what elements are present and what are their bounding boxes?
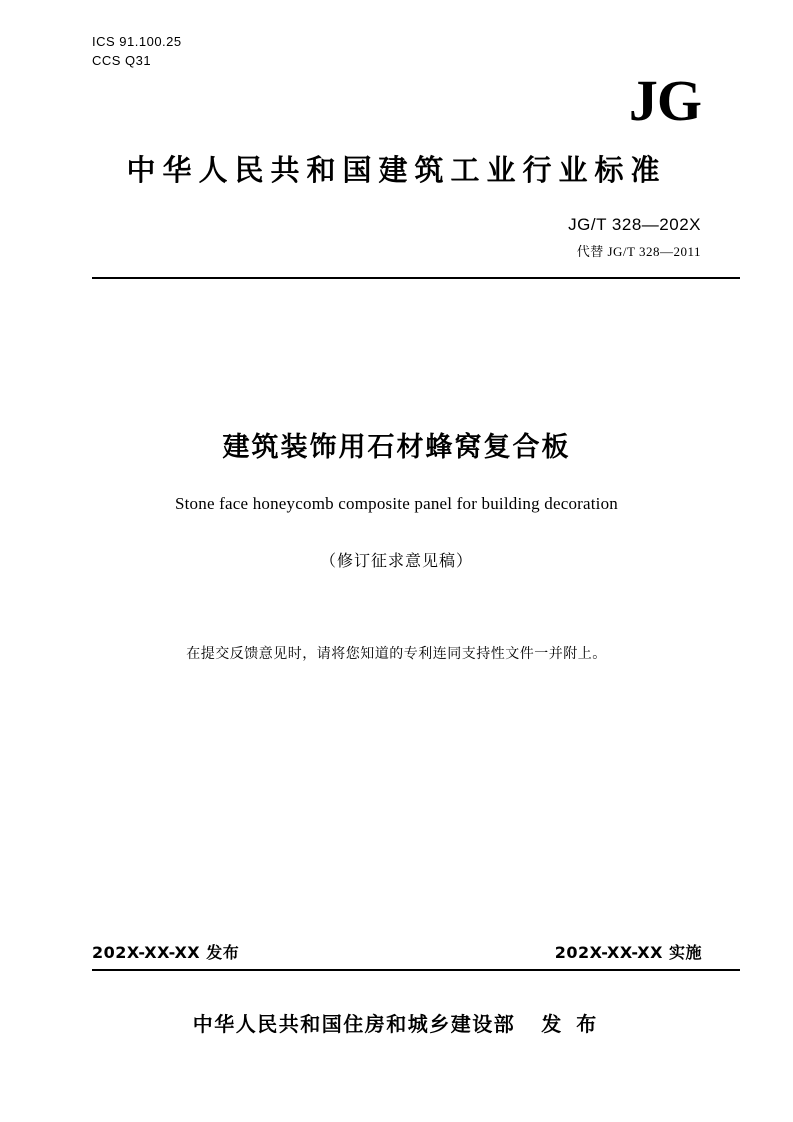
document-title-english: Stone face honeycomb composite panel for building decoration: [174, 494, 618, 513]
footer-divider: [92, 969, 740, 971]
implementation-date: 202X-XX-XX 实施: [554, 943, 702, 962]
jg-logo: JG: [628, 68, 701, 133]
date-row: [92, 940, 740, 963]
publisher-line: [0, 1008, 793, 1037]
standard-number: JG/T 328—202X: [568, 215, 701, 234]
header-divider: [92, 277, 740, 279]
issue-date: 202X-XX-XX 发布: [92, 943, 240, 962]
publisher-name: 中华人民共和国住房和城乡建设部: [192, 1012, 516, 1036]
document-status-label: （修订征求意见稿）: [319, 551, 473, 570]
document-title-chinese: 建筑装饰用石材蜂窝复合板: [222, 432, 571, 463]
standard-replaces: 代替 JG/T 328—2011: [576, 244, 701, 259]
issuing-body-title: 中华人民共和国建筑工业行业标准: [126, 153, 667, 187]
ics-code: ICS 91.100.25: [92, 34, 182, 49]
standard-number-block: [568, 215, 701, 260]
ccs-code: CCS Q31: [92, 53, 152, 68]
publisher-action: 发 布: [541, 1012, 601, 1036]
ics-classification-block: [92, 32, 182, 70]
patent-notice: 在提交反馈意见时，请将您知道的专利连同支持性文件一并附上。: [186, 646, 607, 662]
